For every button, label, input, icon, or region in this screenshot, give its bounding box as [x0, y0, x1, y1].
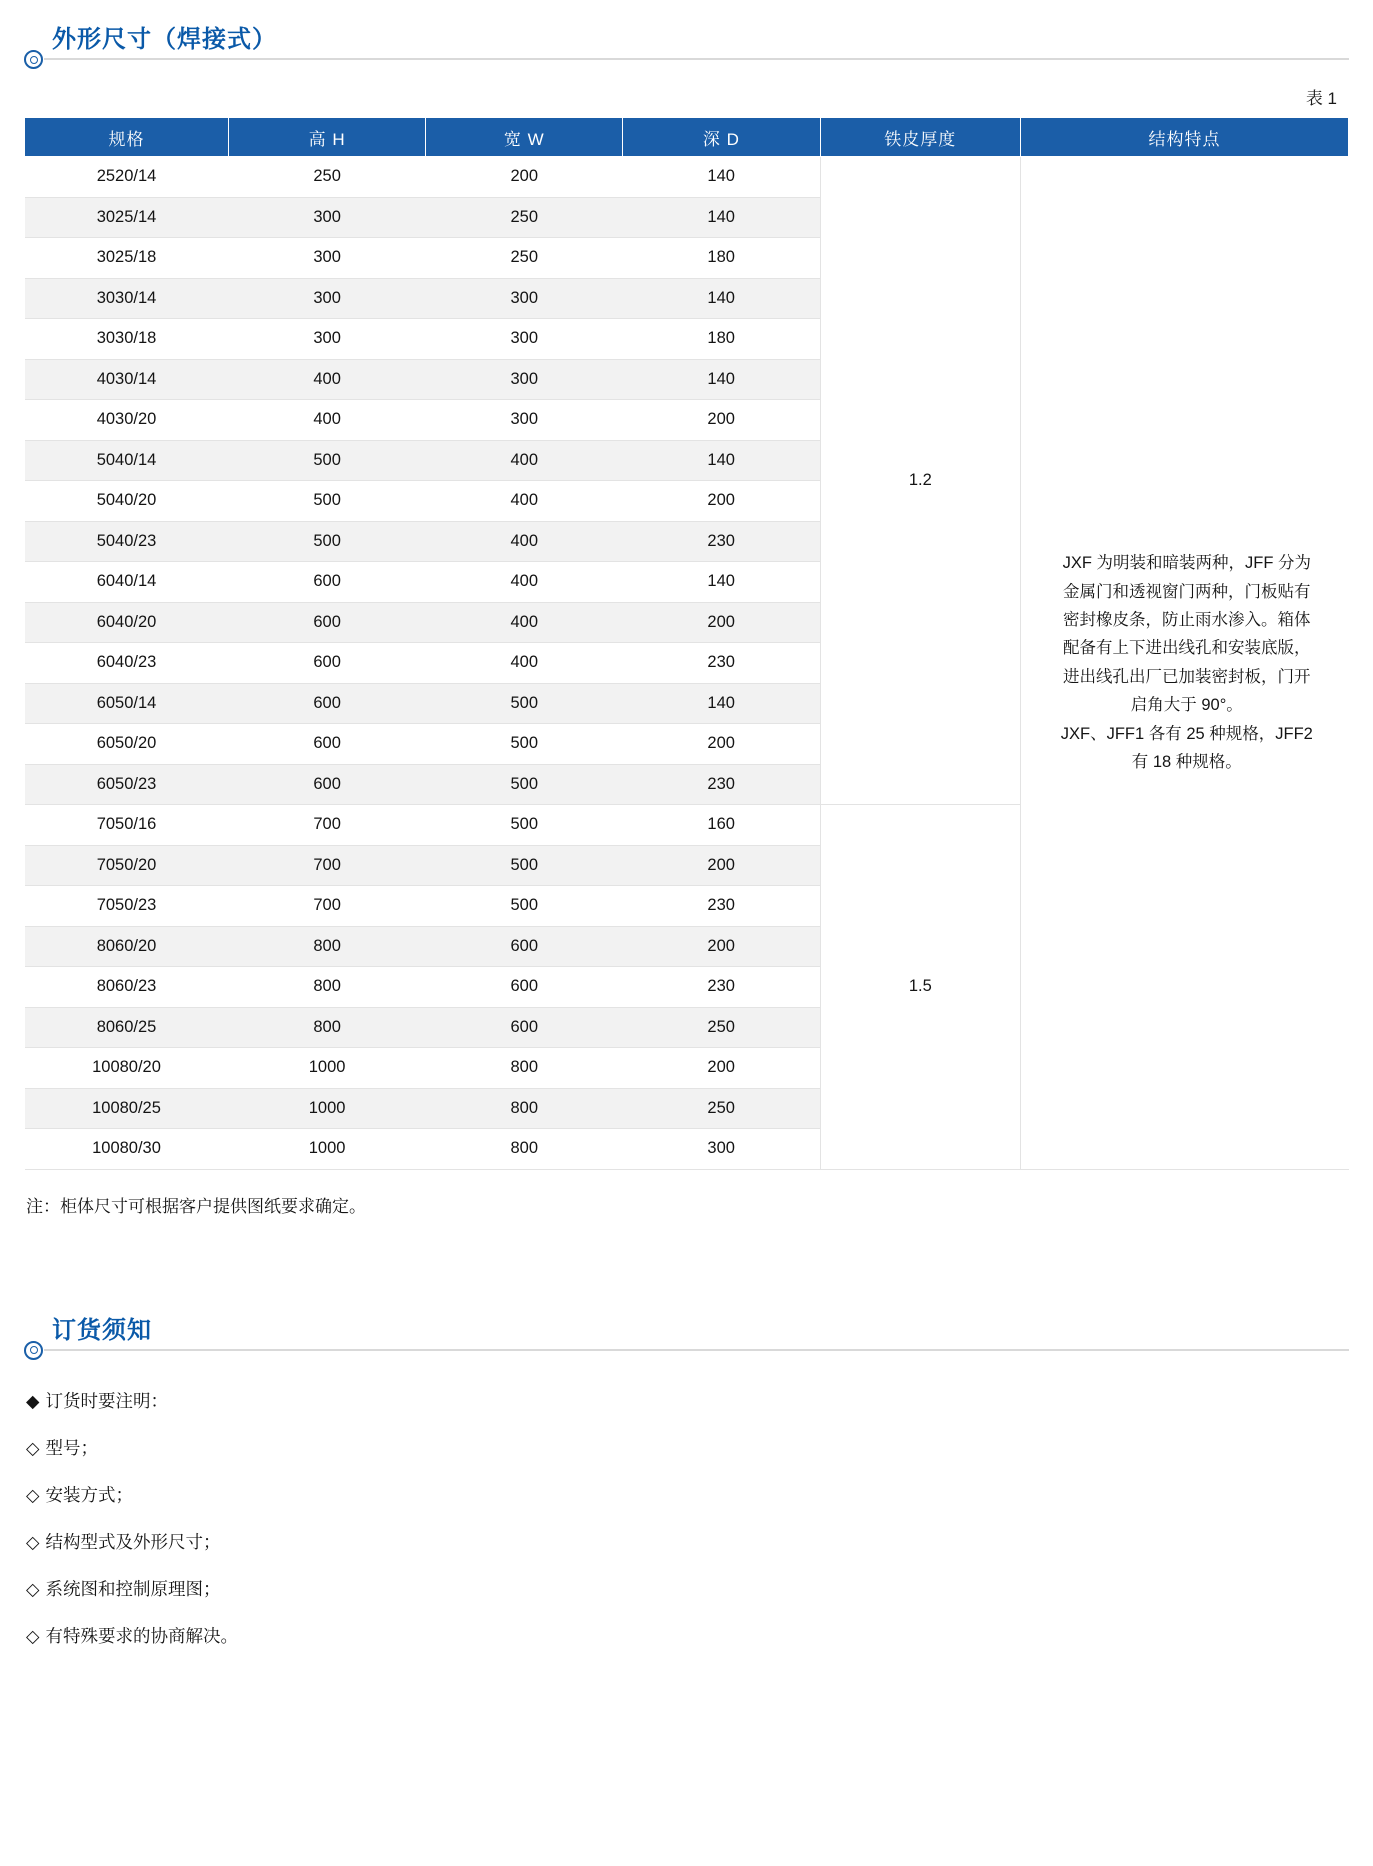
cell-width: 300 — [426, 319, 623, 360]
diamond-icon: ◇ — [26, 1625, 40, 1646]
table-label: 表 1 — [1305, 89, 1337, 108]
header-circle-icon — [24, 1341, 43, 1360]
cell-spec: 7050/23 — [25, 886, 229, 927]
cell-depth: 230 — [623, 643, 820, 684]
cell-spec: 3025/14 — [25, 197, 229, 238]
cell-spec: 2520/14 — [25, 157, 229, 198]
cell-spec: 10080/20 — [25, 1048, 229, 1089]
table-row — [25, 157, 1349, 198]
cell-height: 600 — [229, 562, 426, 603]
section-header-ordering — [24, 1309, 1349, 1361]
cell-structure-feature: JXF 为明装和暗装两种，JFF 分为金属门和透视窗门两种，门板贴有密封橡皮条，防止雨水渗入。箱体配备有上下进出线孔和安装底版，进出线孔出厂已加装密封板，门开启角大于 90°。 JXF、JFF1 各有 25 种规格，JFF2 有 18 种规格。 — [1021, 157, 1349, 1170]
col-header-feature: 结构特点 — [1021, 118, 1349, 157]
list-item-label: 型号； — [45, 1437, 98, 1458]
cell-height: 600 — [229, 764, 426, 805]
cell-width: 400 — [426, 440, 623, 481]
cell-width: 400 — [426, 521, 623, 562]
cell-height: 1000 — [229, 1088, 426, 1129]
cell-height: 300 — [229, 197, 426, 238]
list-item-label: 系统图和控制原理图； — [45, 1578, 221, 1599]
cell-depth: 180 — [623, 319, 820, 360]
ordering-list — [26, 1391, 1349, 1647]
table-body — [25, 157, 1349, 1170]
cell-width: 500 — [426, 724, 623, 765]
cell-width: 250 — [426, 197, 623, 238]
cell-height: 600 — [229, 602, 426, 643]
cell-spec: 6040/23 — [25, 643, 229, 684]
cell-depth: 200 — [623, 1048, 820, 1089]
cell-width: 500 — [426, 886, 623, 927]
cell-spec: 6040/20 — [25, 602, 229, 643]
cell-width: 800 — [426, 1129, 623, 1170]
cell-depth: 300 — [623, 1129, 820, 1170]
table-header-row — [25, 118, 1349, 157]
cell-spec: 6050/20 — [25, 724, 229, 765]
cell-height: 600 — [229, 724, 426, 765]
cell-depth: 140 — [623, 278, 820, 319]
col-header-depth: 深 D — [623, 118, 820, 157]
header-rule — [44, 1349, 1349, 1351]
cell-height: 250 — [229, 157, 426, 198]
cell-depth: 230 — [623, 764, 820, 805]
cell-depth: 140 — [623, 359, 820, 400]
cell-spec: 10080/30 — [25, 1129, 229, 1170]
cell-width: 400 — [426, 602, 623, 643]
cell-height: 700 — [229, 845, 426, 886]
diamond-icon: ◇ — [26, 1531, 40, 1552]
cell-width: 600 — [426, 1007, 623, 1048]
cell-spec: 5040/14 — [25, 440, 229, 481]
cell-depth: 140 — [623, 683, 820, 724]
cell-depth: 200 — [623, 400, 820, 441]
header-circle-icon — [24, 50, 43, 69]
col-header-spec: 规格 — [25, 118, 229, 157]
table-note: 注：柜体尺寸可根据客户提供图纸要求确定。 — [26, 1196, 366, 1216]
cell-height: 500 — [229, 481, 426, 522]
cell-width: 800 — [426, 1048, 623, 1089]
col-header-height: 高 H — [229, 118, 426, 157]
cell-height: 600 — [229, 683, 426, 724]
cell-depth: 180 — [623, 238, 820, 279]
cell-width: 600 — [426, 967, 623, 1008]
diamond-icon: ◇ — [26, 1437, 40, 1458]
cell-width: 250 — [426, 238, 623, 279]
document-page — [0, 18, 1373, 1866]
cell-depth: 200 — [623, 602, 820, 643]
cell-depth: 200 — [623, 845, 820, 886]
cell-height: 500 — [229, 440, 426, 481]
cell-spec: 8060/25 — [25, 1007, 229, 1048]
section-header-dimensions — [24, 18, 1349, 70]
cell-depth: 250 — [623, 1088, 820, 1129]
cell-depth: 230 — [623, 521, 820, 562]
cell-depth: 140 — [623, 197, 820, 238]
section-title-ordering: 订货须知 — [52, 1316, 152, 1344]
cell-spec: 3025/18 — [25, 238, 229, 279]
cell-height: 700 — [229, 805, 426, 846]
cell-width: 400 — [426, 562, 623, 603]
cell-depth: 230 — [623, 886, 820, 927]
cell-height: 500 — [229, 521, 426, 562]
cell-height: 400 — [229, 400, 426, 441]
diamond-icon: ◇ — [26, 1484, 40, 1505]
list-item — [26, 1626, 1349, 1647]
cell-depth: 160 — [623, 805, 820, 846]
cell-height: 600 — [229, 643, 426, 684]
list-item-label: 结构型式及外形尺寸； — [45, 1531, 221, 1552]
cell-depth: 140 — [623, 562, 820, 603]
cell-height: 1000 — [229, 1048, 426, 1089]
page-title: 外形尺寸（焊接式） — [52, 26, 277, 53]
cell-width: 300 — [426, 359, 623, 400]
cell-height: 300 — [229, 319, 426, 360]
list-item — [26, 1391, 1349, 1412]
cell-spec: 4030/14 — [25, 359, 229, 400]
cell-spec: 5040/20 — [25, 481, 229, 522]
header-rule — [44, 58, 1349, 60]
cell-width: 500 — [426, 764, 623, 805]
list-item-label: 有特殊要求的协商解决。 — [45, 1625, 238, 1646]
cell-spec: 6040/14 — [25, 562, 229, 603]
cell-width: 200 — [426, 157, 623, 198]
list-item-label: 安装方式； — [45, 1484, 133, 1505]
cell-width: 400 — [426, 481, 623, 522]
cell-spec: 7050/20 — [25, 845, 229, 886]
cell-spec: 4030/20 — [25, 400, 229, 441]
cell-height: 1000 — [229, 1129, 426, 1170]
cell-thickness-group-2: 1.5 — [820, 805, 1021, 1170]
cell-width: 800 — [426, 1088, 623, 1129]
list-item — [26, 1579, 1349, 1600]
cell-depth: 250 — [623, 1007, 820, 1048]
cell-depth: 140 — [623, 157, 820, 198]
cell-width: 300 — [426, 278, 623, 319]
cell-width: 500 — [426, 805, 623, 846]
cell-width: 400 — [426, 643, 623, 684]
dimensions-table — [24, 117, 1349, 1170]
cell-spec: 5040/23 — [25, 521, 229, 562]
list-item — [26, 1485, 1349, 1506]
cell-height: 300 — [229, 238, 426, 279]
cell-spec: 7050/16 — [25, 805, 229, 846]
cell-height: 800 — [229, 926, 426, 967]
cell-depth: 140 — [623, 440, 820, 481]
cell-depth: 200 — [623, 926, 820, 967]
cell-height: 400 — [229, 359, 426, 400]
cell-width: 300 — [426, 400, 623, 441]
cell-thickness-group-1: 1.2 — [820, 157, 1021, 805]
cell-height: 700 — [229, 886, 426, 927]
cell-width: 500 — [426, 845, 623, 886]
bullet-icon: ◆ — [26, 1390, 40, 1411]
cell-spec: 3030/14 — [25, 278, 229, 319]
list-item — [26, 1438, 1349, 1459]
list-item — [26, 1532, 1349, 1553]
cell-depth: 200 — [623, 481, 820, 522]
cell-height: 300 — [229, 278, 426, 319]
cell-width: 600 — [426, 926, 623, 967]
cell-spec: 6050/23 — [25, 764, 229, 805]
diamond-icon: ◇ — [26, 1578, 40, 1599]
col-header-width: 宽 W — [426, 118, 623, 157]
cell-depth: 200 — [623, 724, 820, 765]
cell-depth: 230 — [623, 967, 820, 1008]
cell-spec: 8060/23 — [25, 967, 229, 1008]
ordering-section — [24, 1309, 1349, 1647]
cell-spec: 8060/20 — [25, 926, 229, 967]
cell-spec: 10080/25 — [25, 1088, 229, 1129]
cell-spec: 6050/14 — [25, 683, 229, 724]
col-header-thickness: 铁皮厚度 — [820, 118, 1021, 157]
list-item-label: 订货时要注明： — [45, 1390, 168, 1411]
cell-spec: 3030/18 — [25, 319, 229, 360]
cell-width: 500 — [426, 683, 623, 724]
cell-height: 800 — [229, 1007, 426, 1048]
cell-height: 800 — [229, 967, 426, 1008]
